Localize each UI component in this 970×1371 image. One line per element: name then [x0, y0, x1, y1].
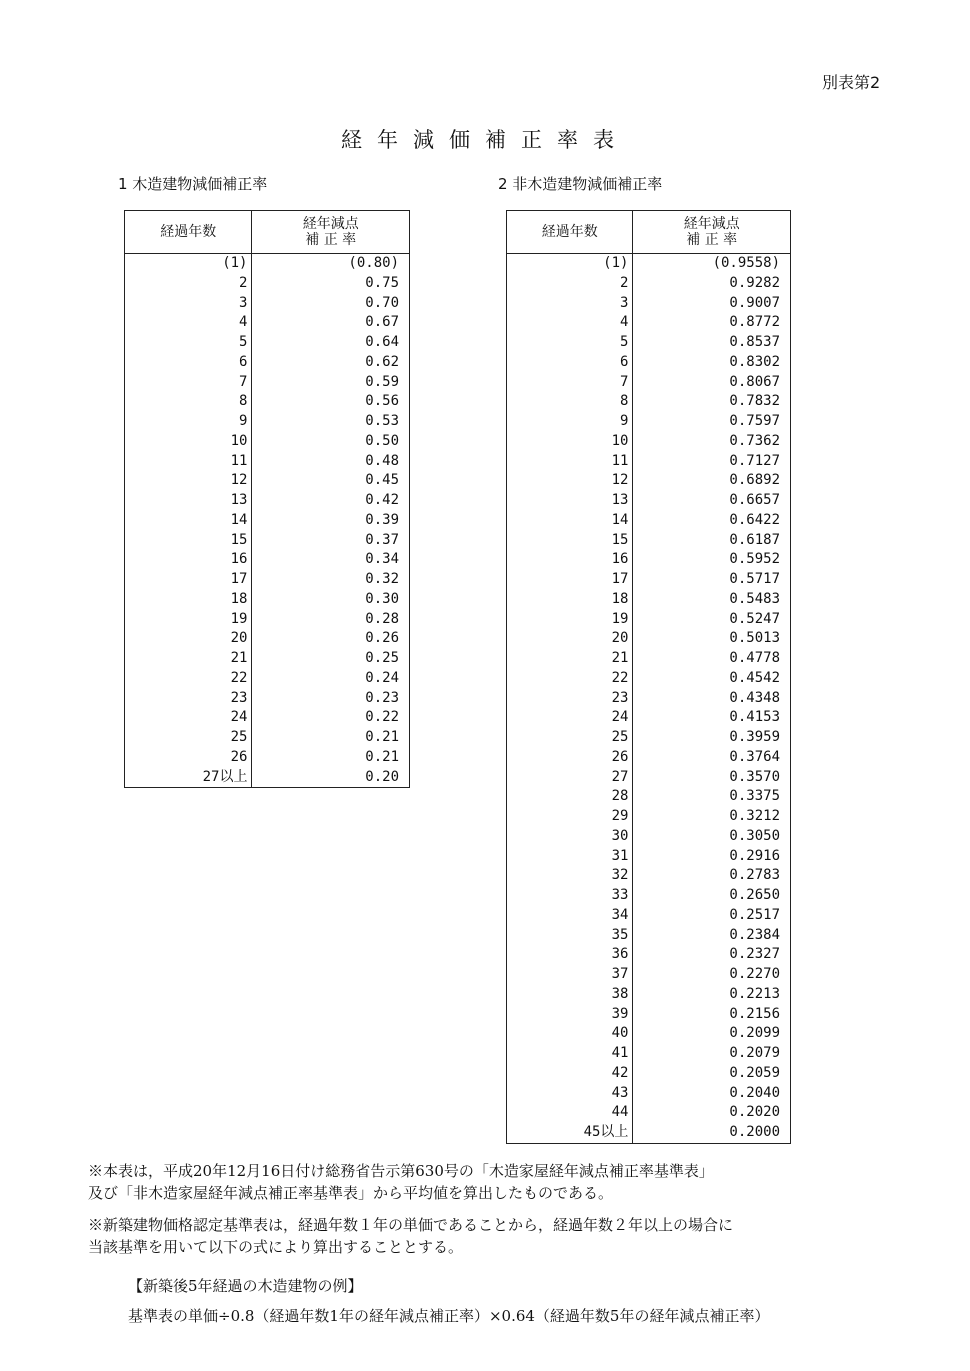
- elapsed-years-cell: 25: [125, 728, 252, 748]
- table-row: [507, 649, 791, 669]
- rate-cell: 0.24: [252, 669, 410, 689]
- nonwooden-rate-table: [506, 210, 791, 1144]
- elapsed-years-cell: 42: [507, 1064, 633, 1084]
- elapsed-years-cell: 19: [125, 610, 252, 630]
- elapsed-years-cell: 6: [125, 353, 252, 373]
- rate-cell: (0.9558): [633, 254, 791, 274]
- table-row: [507, 392, 791, 412]
- table-row: [507, 432, 791, 452]
- page-title: 経年減価補正率表: [341, 128, 629, 152]
- elapsed-years-cell: 17: [507, 570, 633, 590]
- rate-cell: 0.70: [252, 294, 410, 314]
- table-row: [125, 294, 410, 314]
- elapsed-years-cell: 20: [125, 629, 252, 649]
- elapsed-years-cell: 15: [125, 531, 252, 551]
- table-row: [125, 531, 410, 551]
- rate-cell: 0.5483: [633, 590, 791, 610]
- wooden-rate-rows: [125, 254, 410, 788]
- elapsed-years-cell: 34: [507, 906, 633, 926]
- elapsed-years-cell: 14: [125, 511, 252, 531]
- rate-cell: 0.28: [252, 610, 410, 630]
- rate-cell: 0.4542: [633, 669, 791, 689]
- table-row: [507, 807, 791, 827]
- elapsed-years-cell: 22: [507, 669, 633, 689]
- table-row: [125, 373, 410, 393]
- elapsed-years-cell: 36: [507, 945, 633, 965]
- table-row: [507, 748, 791, 768]
- rate-cell: 0.59: [252, 373, 410, 393]
- elapsed-years-cell: 30: [507, 827, 633, 847]
- table-row: [507, 1005, 791, 1025]
- table-row: [507, 590, 791, 610]
- table-row: [507, 570, 791, 590]
- example-heading: 【新築後5年経過の木造建物の例】: [128, 1277, 363, 1295]
- elapsed-years-cell: 8: [507, 392, 633, 412]
- table-row: [507, 313, 791, 333]
- rate-cell: 0.3570: [633, 768, 791, 788]
- rate-cell: 0.39: [252, 511, 410, 531]
- elapsed-years-cell: 4: [125, 313, 252, 333]
- elapsed-years-cell: 15: [507, 531, 633, 551]
- rate-cell: 0.21: [252, 728, 410, 748]
- table-row: [125, 392, 410, 412]
- rate-cell: 0.2020: [633, 1103, 791, 1123]
- rate-cell: 0.23: [252, 689, 410, 709]
- rate-cell: 0.6892: [633, 471, 791, 491]
- note-source-line1: ※本表は，平成20年12月16日付け総務省告示第630号の「木造家屋経年減点補正率基準表」: [88, 1162, 714, 1180]
- elapsed-years-cell: 13: [125, 491, 252, 511]
- elapsed-years-cell: 7: [125, 373, 252, 393]
- table-row: [507, 669, 791, 689]
- elapsed-years-cell: 25: [507, 728, 633, 748]
- header-rate: [252, 211, 410, 254]
- rate-cell: 0.5952: [633, 550, 791, 570]
- rate-cell: 0.3764: [633, 748, 791, 768]
- table-row: [125, 768, 410, 788]
- table-row: [125, 452, 410, 472]
- table-row: [125, 708, 410, 728]
- rate-cell: 0.62: [252, 353, 410, 373]
- header-rate-line2: 補 正 率: [686, 232, 738, 248]
- note-source: [88, 1160, 714, 1204]
- header-elapsed-years: 経過年数: [125, 211, 252, 254]
- elapsed-years-cell: 45以上: [507, 1123, 633, 1143]
- table-row: [507, 1024, 791, 1044]
- note-method-line2: 当該基準を用いて以下の式により算出することとする。: [88, 1238, 464, 1256]
- table-row: [507, 353, 791, 373]
- table-row: [507, 294, 791, 314]
- table-row: [125, 274, 410, 294]
- rate-cell: 0.37: [252, 531, 410, 551]
- table-row: [507, 1084, 791, 1104]
- wooden-rate-table: [124, 210, 410, 788]
- rate-cell: 0.2270: [633, 965, 791, 985]
- note-source-line2: 及び「非木造家屋経年減点補正率基準表」から平均値を算出したものである。: [88, 1184, 614, 1202]
- table-row: [125, 491, 410, 511]
- table-row: [507, 412, 791, 432]
- table-row: [125, 689, 410, 709]
- elapsed-years-cell: 21: [507, 649, 633, 669]
- table-row: [507, 511, 791, 531]
- table-row: [507, 787, 791, 807]
- rate-cell: 0.5247: [633, 610, 791, 630]
- elapsed-years-cell: 29: [507, 807, 633, 827]
- elapsed-years-cell: 8: [125, 392, 252, 412]
- rate-cell: 0.34: [252, 550, 410, 570]
- elapsed-years-cell: 19: [507, 610, 633, 630]
- elapsed-years-cell: 39: [507, 1005, 633, 1025]
- elapsed-years-cell: 11: [507, 452, 633, 472]
- table-row: [125, 649, 410, 669]
- table-row: [507, 768, 791, 788]
- elapsed-years-cell: 21: [125, 649, 252, 669]
- elapsed-years-cell: 12: [507, 471, 633, 491]
- elapsed-years-cell: 11: [125, 452, 252, 472]
- rate-cell: 0.7832: [633, 392, 791, 412]
- elapsed-years-cell: 5: [125, 333, 252, 353]
- rate-cell: 0.42: [252, 491, 410, 511]
- elapsed-years-cell: 26: [507, 748, 633, 768]
- rate-cell: 0.6422: [633, 511, 791, 531]
- rate-cell: 0.67: [252, 313, 410, 333]
- elapsed-years-cell: 17: [125, 570, 252, 590]
- elapsed-years-cell: 23: [507, 689, 633, 709]
- elapsed-years-cell: 16: [125, 550, 252, 570]
- rate-cell: 0.48: [252, 452, 410, 472]
- note-method-line1: ※新築建物価格認定基準表は，経過年数１年の単価であることから，経過年数２年以上の場合に: [88, 1216, 734, 1234]
- header-rate-line1: 経年減点: [683, 216, 740, 232]
- rate-cell: 0.2099: [633, 1024, 791, 1044]
- rate-cell: 0.7127: [633, 452, 791, 472]
- table-row: [125, 511, 410, 531]
- elapsed-years-cell: 22: [125, 669, 252, 689]
- rate-cell: 0.2783: [633, 866, 791, 886]
- elapsed-years-cell: 26: [125, 748, 252, 768]
- table-row: [507, 1123, 791, 1143]
- rate-cell: 0.4778: [633, 649, 791, 669]
- rate-cell: 0.6657: [633, 491, 791, 511]
- rate-cell: 0.2079: [633, 1044, 791, 1064]
- table-row: [125, 570, 410, 590]
- rate-cell: 0.8067: [633, 373, 791, 393]
- rate-cell: 0.2384: [633, 926, 791, 946]
- elapsed-years-cell: 2: [507, 274, 633, 294]
- rate-cell: 0.53: [252, 412, 410, 432]
- elapsed-years-cell: 27以上: [125, 768, 252, 788]
- rate-cell: 0.3959: [633, 728, 791, 748]
- elapsed-years-cell: 44: [507, 1103, 633, 1123]
- rate-cell: 0.64: [252, 333, 410, 353]
- elapsed-years-cell: 43: [507, 1084, 633, 1104]
- table-row: [507, 945, 791, 965]
- rate-cell: 0.2517: [633, 906, 791, 926]
- rate-cell: 0.3050: [633, 827, 791, 847]
- example-formula: 基準表の単価÷0.8（経過年数1年の経年減点補正率）×0.64（経過年数5年の経年減点補正率）: [128, 1307, 770, 1325]
- elapsed-years-cell: 12: [125, 471, 252, 491]
- elapsed-years-cell: 10: [507, 432, 633, 452]
- rate-cell: 0.2916: [633, 847, 791, 867]
- table-row: [125, 432, 410, 452]
- rate-cell: 0.3375: [633, 787, 791, 807]
- rate-cell: 0.8302: [633, 353, 791, 373]
- elapsed-years-cell: 20: [507, 629, 633, 649]
- rate-cell: 0.3212: [633, 807, 791, 827]
- elapsed-years-cell: 38: [507, 985, 633, 1005]
- table-row: [507, 254, 791, 274]
- rate-cell: (0.80): [252, 254, 410, 274]
- table-row: [507, 531, 791, 551]
- rate-cell: 0.32: [252, 570, 410, 590]
- rate-cell: 0.8772: [633, 313, 791, 333]
- rate-cell: 0.2650: [633, 886, 791, 906]
- elapsed-years-cell: 24: [125, 708, 252, 728]
- rate-cell: 0.2000: [633, 1123, 791, 1143]
- rate-cell: 0.5013: [633, 629, 791, 649]
- table-row: [507, 491, 791, 511]
- table-row: [125, 550, 410, 570]
- rate-cell: 0.50: [252, 432, 410, 452]
- header-rate: [633, 211, 791, 254]
- rate-cell: 0.4348: [633, 689, 791, 709]
- elapsed-years-cell: 32: [507, 866, 633, 886]
- rate-cell: 0.25: [252, 649, 410, 669]
- table-row: [125, 471, 410, 491]
- table-row: [125, 254, 410, 274]
- rate-cell: 0.21: [252, 748, 410, 768]
- rate-cell: 0.9007: [633, 294, 791, 314]
- table-row: [125, 728, 410, 748]
- table-row: [507, 906, 791, 926]
- elapsed-years-cell: 4: [507, 313, 633, 333]
- table-row: [507, 550, 791, 570]
- page-label: 別表第2: [822, 73, 881, 92]
- table-row: [507, 866, 791, 886]
- nonwooden-rate-rows: [507, 254, 791, 1144]
- table-row: [507, 926, 791, 946]
- rate-cell: 0.56: [252, 392, 410, 412]
- table-row: [507, 708, 791, 728]
- table-row: [507, 965, 791, 985]
- rate-cell: 0.2156: [633, 1005, 791, 1025]
- elapsed-years-cell: 2: [125, 274, 252, 294]
- table-row: [125, 629, 410, 649]
- table-row: [125, 610, 410, 630]
- rate-cell: 0.45: [252, 471, 410, 491]
- elapsed-years-cell: 24: [507, 708, 633, 728]
- rate-cell: 0.4153: [633, 708, 791, 728]
- header-elapsed-years: 経過年数: [507, 211, 633, 254]
- rate-cell: 0.7597: [633, 412, 791, 432]
- elapsed-years-cell: 14: [507, 511, 633, 531]
- rate-cell: 0.2040: [633, 1084, 791, 1104]
- elapsed-years-cell: 23: [125, 689, 252, 709]
- rate-cell: 0.2059: [633, 1064, 791, 1084]
- elapsed-years-cell: 18: [507, 590, 633, 610]
- rate-cell: 0.7362: [633, 432, 791, 452]
- table-row: [125, 748, 410, 768]
- elapsed-years-cell: 5: [507, 333, 633, 353]
- table-row: [507, 1103, 791, 1123]
- elapsed-years-cell: 18: [125, 590, 252, 610]
- table-row: [125, 353, 410, 373]
- rate-cell: 0.9282: [633, 274, 791, 294]
- elapsed-years-cell: (1): [507, 254, 633, 274]
- rate-cell: 0.2213: [633, 985, 791, 1005]
- table-row: [125, 333, 410, 353]
- table-row: [507, 333, 791, 353]
- elapsed-years-cell: 9: [125, 412, 252, 432]
- elapsed-years-cell: 13: [507, 491, 633, 511]
- rate-cell: 0.30: [252, 590, 410, 610]
- table-row: [507, 610, 791, 630]
- elapsed-years-cell: 35: [507, 926, 633, 946]
- rate-cell: 0.20: [252, 768, 410, 788]
- table-row: [507, 847, 791, 867]
- table-row: [507, 629, 791, 649]
- table-row: [507, 373, 791, 393]
- table-row: [125, 669, 410, 689]
- elapsed-years-cell: 3: [507, 294, 633, 314]
- table-row: [507, 274, 791, 294]
- elapsed-years-cell: 28: [507, 787, 633, 807]
- table-row: [507, 728, 791, 748]
- elapsed-years-cell: 6: [507, 353, 633, 373]
- elapsed-years-cell: 41: [507, 1044, 633, 1064]
- elapsed-years-cell: 31: [507, 847, 633, 867]
- elapsed-years-cell: 9: [507, 412, 633, 432]
- elapsed-years-cell: 37: [507, 965, 633, 985]
- table-row: [507, 689, 791, 709]
- note-method: [88, 1214, 733, 1258]
- table-row: [507, 827, 791, 847]
- section2-heading: 2 非木造建物減価補正率: [498, 175, 663, 193]
- table-row: [507, 886, 791, 906]
- rate-cell: 0.2327: [633, 945, 791, 965]
- elapsed-years-cell: (1): [125, 254, 252, 274]
- rate-cell: 0.26: [252, 629, 410, 649]
- elapsed-years-cell: 40: [507, 1024, 633, 1044]
- rate-cell: 0.6187: [633, 531, 791, 551]
- table-row: [507, 1064, 791, 1084]
- elapsed-years-cell: 16: [507, 550, 633, 570]
- table-row: [507, 452, 791, 472]
- table-row: [507, 471, 791, 491]
- elapsed-years-cell: 33: [507, 886, 633, 906]
- header-rate-line2: 補 正 率: [305, 232, 357, 248]
- elapsed-years-cell: 27: [507, 768, 633, 788]
- rate-cell: 0.22: [252, 708, 410, 728]
- table-row: [125, 590, 410, 610]
- elapsed-years-cell: 7: [507, 373, 633, 393]
- rate-cell: 0.8537: [633, 333, 791, 353]
- elapsed-years-cell: 3: [125, 294, 252, 314]
- table-row: [125, 412, 410, 432]
- section1-heading: 1 木造建物減価補正率: [118, 175, 268, 193]
- elapsed-years-cell: 10: [125, 432, 252, 452]
- header-rate-line1: 経年減点: [302, 216, 359, 232]
- table-row: [507, 1044, 791, 1064]
- table-row: [125, 313, 410, 333]
- rate-cell: 0.5717: [633, 570, 791, 590]
- rate-cell: 0.75: [252, 274, 410, 294]
- table-row: [507, 985, 791, 1005]
